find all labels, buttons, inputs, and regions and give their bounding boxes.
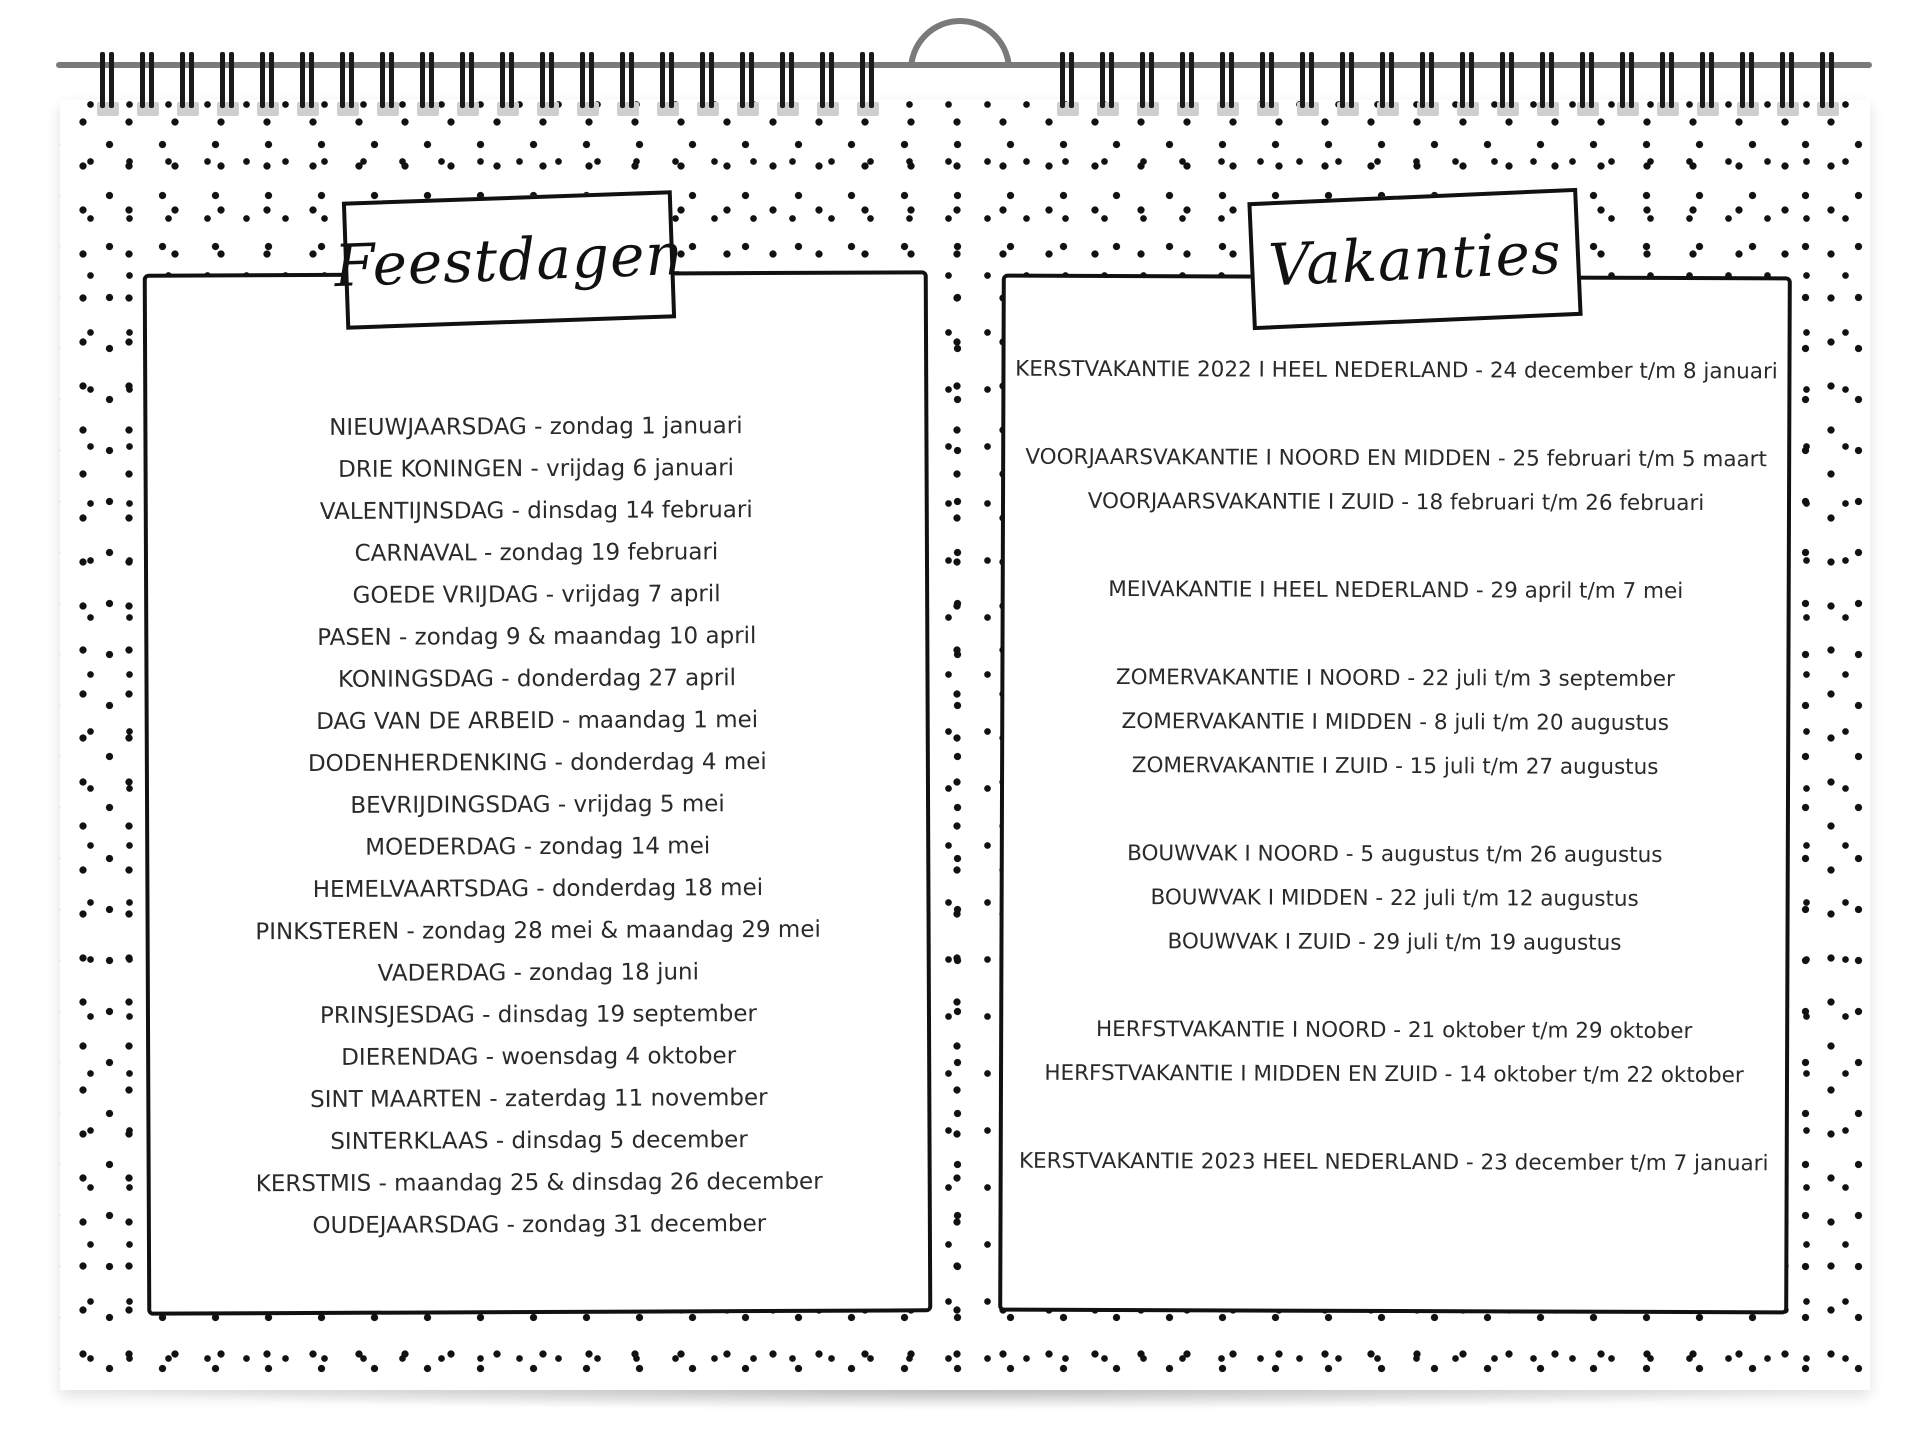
list-item: DRIE KONINGEN - vrijdag 6 januari (338, 455, 735, 483)
feestdagen-title: Feestdagen (333, 219, 685, 301)
list-item: KERSTVAKANTIE 2023 HEEL NEDERLAND - 23 december t/m 7 januari (1018, 1148, 1769, 1177)
binding-ring (820, 52, 836, 112)
binding-ring (180, 52, 196, 112)
vakanties-list (1003, 348, 1788, 1187)
binding-ring (1820, 52, 1836, 112)
binding-ring (1780, 52, 1796, 112)
binding-ring (1740, 52, 1756, 112)
list-item: PRINSJESDAG - dinsdag 19 september (319, 1001, 758, 1029)
list-item: KONINGSDAG - donderdag 27 april (337, 665, 737, 693)
vakanties-title-label (1247, 188, 1582, 330)
binding-ring (1100, 52, 1116, 112)
binding-ring (1700, 52, 1716, 112)
list-item: DODENHERDENKING - donderdag 4 mei (307, 748, 767, 778)
binding-ring (740, 52, 756, 112)
binding-ring (380, 52, 396, 112)
binding-ring (260, 52, 276, 112)
binding-ring (220, 52, 236, 112)
list-item: DAG VAN DE ARBEID - maandag 1 mei (316, 707, 759, 735)
list-item: PINKSTEREN - zondag 28 mei & maandag 29 mei (255, 916, 821, 946)
binding-ring (1340, 52, 1356, 112)
binding-ring (660, 52, 676, 112)
list-item: CARNAVAL - zondag 19 februari (354, 539, 719, 567)
list-item: NIEUWJAARSDAG - zondag 1 januari (329, 413, 743, 441)
binding-ring (340, 52, 356, 112)
list-item: BOUWVAK I MIDDEN - 22 juli t/m 12 augustus (1150, 885, 1639, 912)
list-item: GOEDE VRIJDAG - vrijdag 7 april (352, 581, 721, 609)
list-item: VOORJAARSVAKANTIE I ZUID - 18 februari t/m 26 februari (1087, 488, 1705, 517)
binding-ring (100, 52, 116, 112)
list-item: KERSTMIS - maandag 25 & dinsdag 26 december (255, 1168, 823, 1198)
binding-ring (1220, 52, 1236, 112)
binding-ring (540, 52, 556, 112)
list-item: MOEDERDAG - zondag 14 mei (365, 833, 711, 861)
list-item: HERFSTVAKANTIE I MIDDEN EN ZUID - 14 oktober t/m 22 oktober (1044, 1060, 1744, 1089)
binding-ring (300, 52, 316, 112)
binding-ring (1300, 52, 1316, 112)
list-item: ZOMERVAKANTIE I ZUID - 15 juli t/m 27 augustus (1131, 753, 1659, 780)
list-item: HERFSTVAKANTIE I NOORD - 21 oktober t/m 29 oktober (1095, 1016, 1693, 1045)
list-item: ZOMERVAKANTIE I NOORD - 22 juli t/m 3 september (1115, 665, 1675, 692)
binding-ring (1180, 52, 1196, 112)
list-item: DIERENDAG - woensdag 4 oktober (341, 1043, 737, 1071)
list-item: SINTERKLAAS - dinsdag 5 december (330, 1127, 748, 1155)
binding-ring (1580, 52, 1596, 112)
list-item: BOUWVAK I ZUID - 29 juli t/m 19 augustus (1167, 929, 1622, 956)
binding-ring (460, 52, 476, 112)
feestdagen-title-label (333, 190, 685, 329)
list-item: PASEN - zondag 9 & maandag 10 april (317, 623, 757, 651)
binding-ring (1620, 52, 1636, 112)
binding-ring (1460, 52, 1476, 112)
binding-ring (860, 52, 876, 112)
list-item: BEVRIJDINGSDAG - vrijdag 5 mei (350, 791, 725, 819)
list-item: BOUWVAK I NOORD - 5 augustus t/m 26 augustus (1127, 841, 1663, 868)
binding-ring (700, 52, 716, 112)
binding-ring (1420, 52, 1436, 112)
list-item: KERSTVAKANTIE 2022 I HEEL NEDERLAND - 24 december t/m 8 januari (1015, 356, 1778, 385)
binding-ring (780, 52, 796, 112)
binding-ring (1260, 52, 1276, 112)
list-item: VOORJAARSVAKANTIE I NOORD EN MIDDEN - 25 februari t/m 5 maart (1025, 444, 1768, 473)
spiral-binding (0, 0, 1920, 130)
binding-ring (1660, 52, 1676, 112)
vakanties-title: Vakanties (1267, 218, 1563, 300)
binding-ring (1060, 52, 1076, 112)
binding-ring (140, 52, 156, 112)
vakanties-card (998, 274, 1792, 1315)
list-item: VALENTIJNSDAG - dinsdag 14 februari (319, 497, 753, 525)
binding-ring (1380, 52, 1396, 112)
binding-ring (620, 52, 636, 112)
binding-ring (580, 52, 596, 112)
list-item: OUDEJAARSDAG - zondag 31 december (312, 1211, 767, 1239)
list-item: SINT MAARTEN - zaterdag 11 november (310, 1084, 768, 1113)
binding-ring (1540, 52, 1556, 112)
binding-ring (420, 52, 436, 112)
list-item: ZOMERVAKANTIE I MIDDEN - 8 juli t/m 20 augustus (1121, 709, 1669, 736)
feestdagen-card (143, 270, 933, 1315)
feestdagen-list (147, 404, 928, 1247)
binding-ring (500, 52, 516, 112)
list-item: VADERDAG - zondag 18 juni (377, 959, 700, 987)
binding-ring (1140, 52, 1156, 112)
list-item: MEIVAKANTIE I HEEL NEDERLAND - 29 april t/m 7 mei (1108, 576, 1684, 605)
list-item: HEMELVAARTSDAG - donderdag 18 mei (312, 875, 764, 903)
binding-ring (1500, 52, 1516, 112)
